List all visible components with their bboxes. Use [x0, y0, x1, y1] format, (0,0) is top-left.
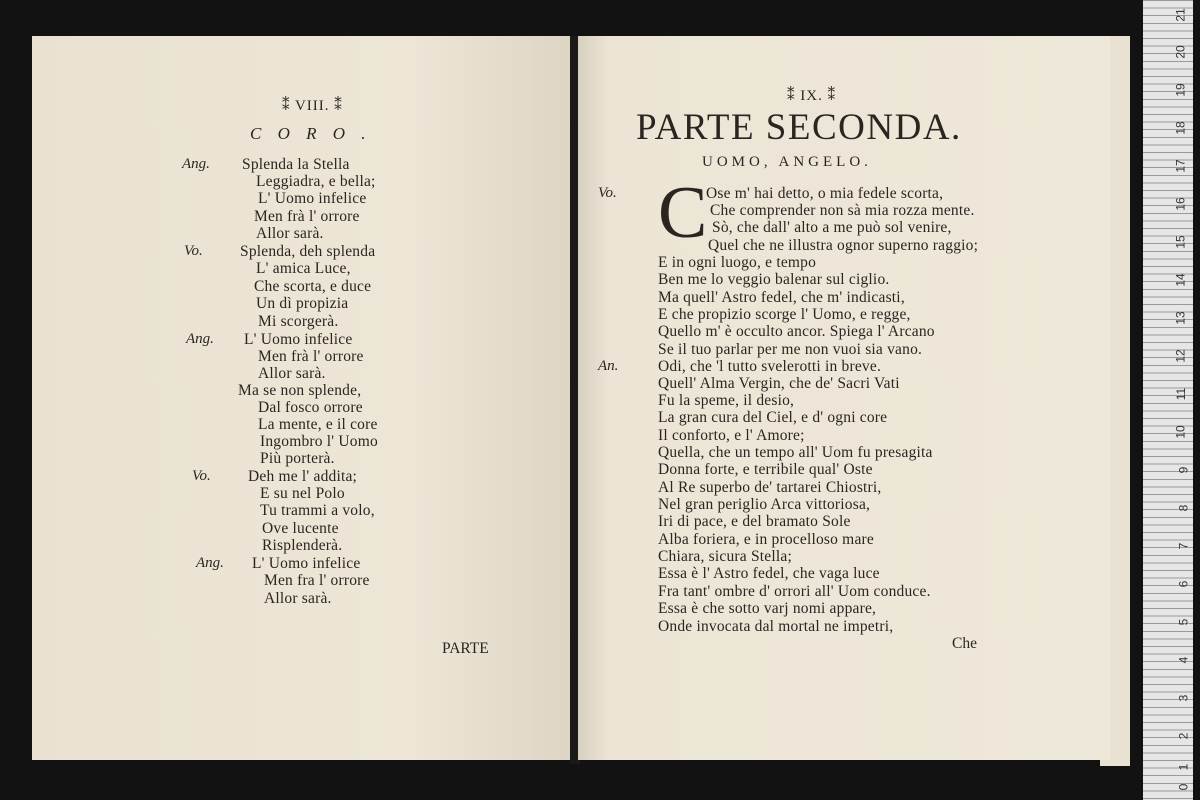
verse-line: Quella, che un tempo all' Uom fu presagita: [658, 444, 933, 461]
ruler-mark: 21: [1173, 8, 1188, 22]
verse-line: Quel che ne illustra ognor superno raggio;: [708, 237, 979, 254]
verse-line: Quello m' è occulto ancor. Spiega l' Arcano: [658, 323, 935, 340]
speaker-label: An.: [598, 358, 619, 374]
verse-line: Allor sarà.: [258, 365, 326, 382]
ruler-mark: 1: [1176, 763, 1191, 771]
verse-line: Deh me l' addita;: [248, 468, 358, 485]
ruler-mark: 0: [1176, 783, 1191, 791]
ruler-mark: 8: [1176, 504, 1191, 512]
drop-cap: C: [658, 172, 708, 254]
speaker-label: Vo.: [184, 243, 203, 259]
verse-line: Il conforto, e l' Amore;: [658, 427, 805, 444]
ruler-mark: 15: [1173, 235, 1188, 249]
verse-line: L' amica Luce,: [256, 260, 351, 277]
catchword: Che: [952, 635, 977, 652]
verse-line: Che comprender non sà mia rozza mente.: [710, 202, 975, 219]
verse-line: Allor sarà.: [256, 225, 324, 242]
section-heading: C O R O .: [250, 124, 372, 143]
ruler-mark: 11: [1173, 387, 1188, 401]
verse-line: Odi, che 'l tutto svelerotti in breve.: [658, 358, 882, 375]
verse-line: Un dì propizia: [256, 295, 349, 312]
verse-line: La gran cura del Ciel, e d' ogni core: [658, 409, 888, 426]
verse-line: E in ogni luogo, e tempo: [658, 254, 817, 271]
verse-line: Più porterà.: [260, 450, 335, 467]
verse-line: Che scorta, e duce: [254, 278, 372, 295]
verse-line: Se il tuo parlar per me non vuoi sia vano.: [658, 341, 923, 358]
ruler-mark: 12: [1173, 349, 1188, 363]
verse-line: Mi scorgerà.: [258, 313, 339, 330]
verse-line: Ma se non splende,: [238, 382, 362, 399]
verse-line: Ingombro l' Uomo: [260, 433, 378, 450]
verse-line: Men frà l' orrore: [254, 208, 360, 225]
ruler-mark: 6: [1176, 580, 1191, 588]
verse-line: Men frà l' orrore: [258, 348, 364, 365]
verse-line: Splenda, deh splenda: [240, 243, 376, 260]
speaker-label: Vo.: [192, 468, 211, 484]
verse-line: Ma quell' Astro fedel, che m' indicasti,: [658, 289, 905, 306]
ruler-mark: 3: [1176, 694, 1191, 702]
catchword: PARTE: [442, 640, 489, 657]
ruler-mark: 17: [1173, 159, 1188, 173]
ruler-mark: 19: [1173, 83, 1188, 97]
verse-line: Sò, che dall' alto a me può sol venire,: [712, 219, 952, 236]
characters-subtitle: UOMO, ANGELO.: [702, 154, 872, 170]
verse-line: Onde invocata dal mortal ne impetri,: [658, 618, 894, 635]
verse-line: Nel gran periglio Arca vittoriosa,: [658, 496, 871, 513]
verse-line: Tu trammi a volo,: [260, 502, 375, 519]
verse-line: Fu la speme, il desio,: [658, 392, 795, 409]
ruler-mark: 18: [1173, 121, 1188, 135]
measurement-ruler: [1143, 0, 1193, 800]
ruler-mark: 16: [1173, 197, 1188, 211]
verse-line: Ben me lo veggio balenar sul ciglio.: [658, 271, 890, 288]
verse-line: Alba foriera, e in procelloso mare: [658, 531, 874, 548]
speaker-label: Ang.: [186, 331, 214, 347]
verse-line: E che propizio scorge l' Uomo, e regge,: [658, 306, 911, 323]
verse-line: Leggiadra, e bella;: [256, 173, 376, 190]
verse-line: Allor sarà.: [264, 590, 332, 607]
right-page: [578, 36, 1110, 760]
verse-line: Quell' Alma Vergin, che de' Sacri Vati: [658, 375, 900, 392]
verse-line: La mente, e il core: [258, 416, 378, 433]
speaker-label: Ang.: [196, 555, 224, 571]
verse-line: Essa è che sotto varj nomi appare,: [658, 600, 877, 617]
page-number: ⁑ IX. ⁑: [787, 88, 837, 104]
speaker-label: Ang.: [182, 156, 210, 172]
page-number: ⁑ VIII. ⁑: [282, 98, 343, 114]
verse-line: Iri di pace, e del bramato Sole: [658, 513, 851, 530]
speaker-label: Vo.: [598, 185, 617, 201]
verse-line: L' Uomo infelice: [244, 331, 353, 348]
verse-line: Al Re superbo de' tartarei Chiostri,: [658, 479, 882, 496]
ruler-mark: 14: [1173, 273, 1188, 287]
ruler-mark: 2: [1176, 732, 1191, 740]
verse-line: Ose m' hai detto, o mia fedele scorta,: [706, 185, 944, 202]
ruler-mark: 13: [1173, 311, 1188, 325]
verse-line: Donna forte, e terribile qual' Oste: [658, 461, 873, 478]
verse-line: Risplenderà.: [262, 537, 343, 554]
part-title: PARTE SECONDA.: [636, 107, 962, 148]
verse-line: Fra tant' ombre d' orrori all' Uom conduce.: [658, 583, 931, 600]
left-page: [32, 36, 572, 760]
verse-line: E su nel Polo: [260, 485, 345, 502]
verse-line: L' Uomo infelice: [258, 190, 367, 207]
verse-line: Essa è l' Astro fedel, che vaga luce: [658, 565, 880, 582]
ruler-mark: 7: [1176, 542, 1191, 550]
ruler-mark: 9: [1176, 466, 1191, 474]
ruler-mark: 10: [1173, 425, 1188, 439]
verse-line: Ove lucente: [262, 520, 339, 537]
ruler-mark: 20: [1173, 45, 1188, 59]
ruler-mark: 5: [1176, 618, 1191, 626]
ruler-mark: 4: [1176, 656, 1191, 664]
verse-line: Dal fosco orrore: [258, 399, 363, 416]
verse-line: Chiara, sicura Stella;: [658, 548, 792, 565]
verse-line: Splenda la Stella: [242, 156, 350, 173]
verse-line: L' Uomo infelice: [252, 555, 361, 572]
verse-line: Men fra l' orrore: [264, 572, 370, 589]
